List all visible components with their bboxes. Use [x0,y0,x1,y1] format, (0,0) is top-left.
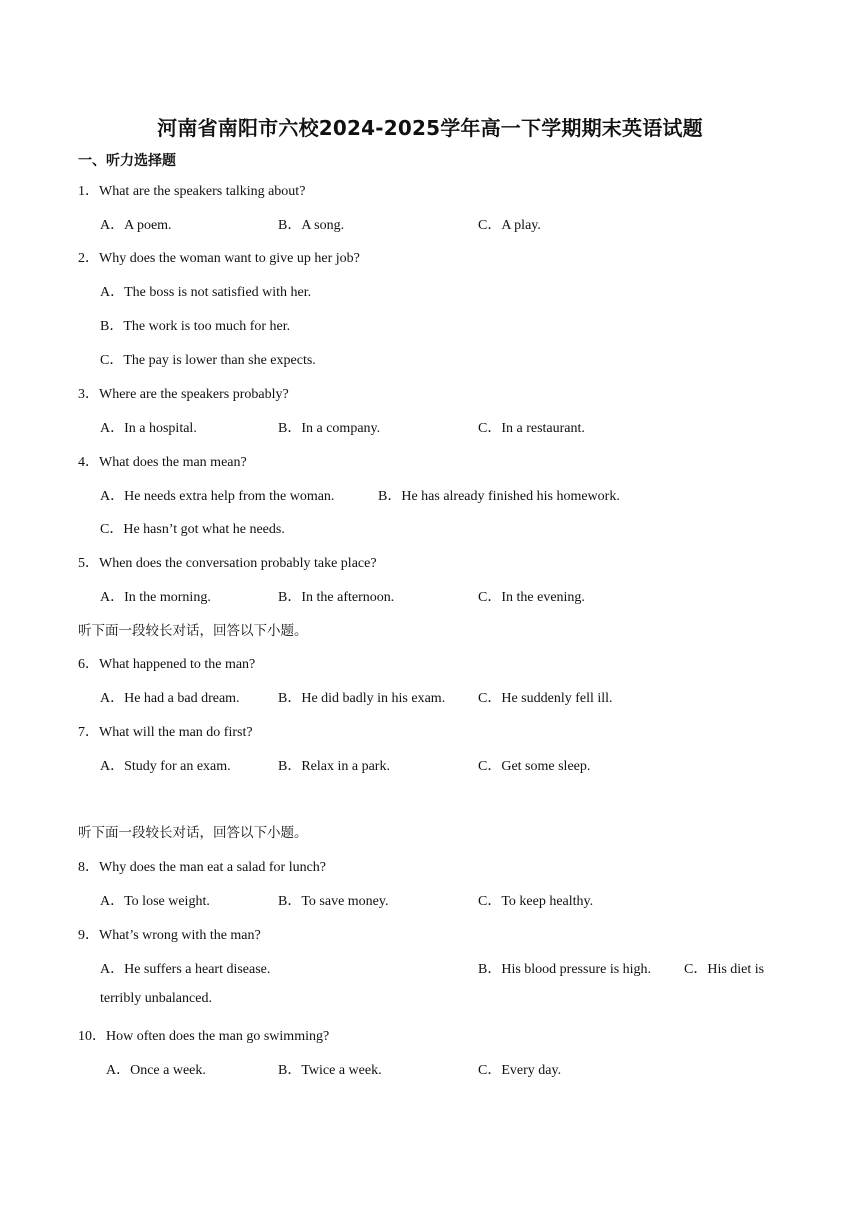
question-number: 10． [78,1029,106,1044]
question-3 [78,383,289,403]
option-c: C．Get some sleep. [478,759,591,774]
question-number: 6． [78,657,99,672]
option-a: A．The boss is not satisfied with her. [100,285,312,300]
option-b: B．The work is too much for her. [100,319,291,334]
option-b: B．To save money. [278,894,389,909]
question-9 [78,924,261,944]
option-c: C．He suddenly fell ill. [478,691,613,706]
option-b: B．Twice a week. [278,1063,382,1078]
option-c: C．His diet is [684,962,765,977]
page-title: 河南省南阳市六校2024-2025学年高一下学期期末英语试题 [157,116,703,140]
question-4 [78,451,247,471]
option-c: C．The pay is lower than she expects. [100,353,316,368]
question-5 [78,552,377,572]
option-a: A．Study for an exam. [100,759,231,774]
question-text: What does the man mean? [99,455,247,470]
question-text: What are the speakers talking about? [99,184,306,199]
option-c: C．In the evening. [478,590,585,605]
question-text: What will the man do first? [99,725,253,740]
option-b: B．In the afternoon. [278,590,395,605]
option-a: A．He needs extra help from the woman. [100,489,335,504]
option-c: C．He hasn’t got what he needs. [100,522,285,537]
question-text: Where are the speakers probably? [99,387,289,402]
option-a: A．He suffers a heart disease. [100,962,271,977]
question-6 [78,653,255,673]
option-a: A．Once a week. [106,1063,206,1078]
option-a: A．To lose weight. [100,894,210,909]
question-text: How often does the man go swimming? [106,1029,330,1044]
option-a: A．In the morning. [100,590,211,605]
question-number: 5． [78,556,99,571]
option-c: C．To keep healthy. [478,894,594,909]
question-2 [78,247,360,267]
question-text: When does the conversation probably take place? [99,556,377,571]
question-text: Why does the woman want to give up her job? [99,251,360,266]
option-b: B．A song. [278,218,345,233]
question-number: 8． [78,860,99,875]
question-number: 2． [78,251,99,266]
question-number: 3． [78,387,99,402]
option-b: B．He did badly in his exam. [278,691,446,706]
option-c: C．Every day. [478,1063,562,1078]
question-8 [78,856,326,876]
question-text: What happened to the man? [99,657,256,672]
instruction-note: 听下面一段较长对话，回答以下小题。 [78,623,308,639]
question-number: 1． [78,184,99,199]
option-a: A．In a hospital. [100,421,197,436]
question-number: 4． [78,455,99,470]
option-c-continuation: terribly unbalanced. [100,991,212,1006]
instruction-note: 听下面一段较长对话，回答以下小题。 [78,825,308,841]
option-b: B．His blood pressure is high. [478,962,652,977]
option-b: B．He has already finished his homework. [378,489,620,504]
option-a: A．A poem. [100,218,172,233]
question-text: What’s wrong with the man? [99,928,261,943]
question-10 [78,1025,329,1045]
question-number: 9． [78,928,99,943]
option-a: A．He had a bad dream. [100,691,240,706]
option-b: B．Relax in a park. [278,759,390,774]
option-b: B．In a company. [278,421,381,436]
option-c: C．A play. [478,218,541,233]
option-c: C．In a restaurant. [478,421,585,436]
question-number: 7． [78,725,99,740]
question-7 [78,721,253,741]
section-heading: 一、听力选择题 [78,153,176,169]
question-text: Why does the man eat a salad for lunch? [99,860,327,875]
question-1 [78,180,305,200]
